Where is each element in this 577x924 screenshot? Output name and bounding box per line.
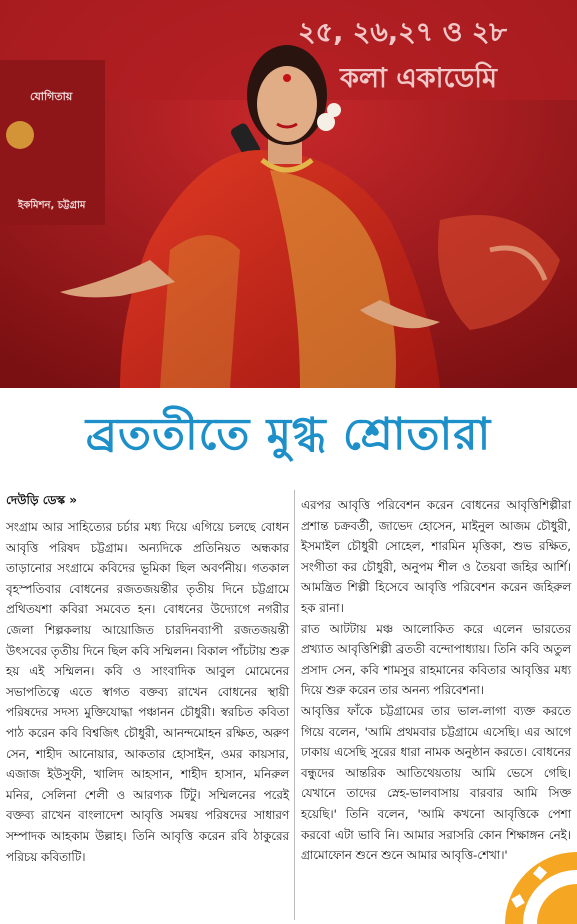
paragraph: রাত আটটায় মঞ্চ আলোকিত করে এলেন ভারতের প্রখ্যাত আবৃত্তিশিল্পী ব্রততী বন্দোপাধ্যায়। তিনি কবি অতুল প্রসাদ সেন, কবি শামসুর রাহমানের কবিতার আবৃত্তির মধ্য দিয়ে শুরু করেন তার অনন্য পরিবেশনা। <box>301 621 571 698</box>
article-photo <box>0 0 577 388</box>
banner-dates: ২৫, ২৬,২৭ ও ২৮ <box>298 17 507 48</box>
film-reel-decoration <box>487 834 577 924</box>
paragraph: সংগ্রাম আর সাহিত্যের চর্চার মধ্য দিয়ে এগিয়ে চলছে বোধন আবৃত্তি পরিষদ চট্টগ্রাম। অন্যদিকে প্রতিনিয়ত অন্ধকার তাড়ানোর সংগ্রামে কবিদের ভূমিকা ছিল অবর্ণনীয়। গতকাল বৃহস্পতিবার বোধনের রজতজয়ন্তীর তৃতীয় দিনে চট্টগ্রামে প্রথিতযশা কবিরা সমবেত হন। বোধনের উদ্যোগে নগরীর জেলা শিল্পকলায় আয়োজিত চারদিনব্যাপী রজতজয়ন্তী উৎসবের তৃতীয় দিনে ছিল কবি সম্মিলন। বিকাল পাঁচটায় শুরু হয় এই সম্মিলন। কবি ও সাংবাদিক আবুল মোমেনের সভাপতিত্বে এতে স্বাগত বক্তব্য রাখেন বোধনের স্থায়ী পরিষদের সদস্য মুক্তিযোদ্ধা পঞ্চানন চৌধুরী। স্বরচিত কবিতা পাঠ করেন কবি বিশ্বজিৎ চৌধুরী, আনন্দমোহন রক্ষিত, অরুণ সেন, শাহীদ আনোয়ার, আকতার হোসাইন, ওমর কায়সার, এজাজ ইউসুফী, খালিদ আহসান, শাহীদ হাসান, মনিরুল মনির, সেলিনা শেলী ও আরণ্যক টিটু। সম্মিলনের পরেই বক্তব্য রাখেন বাংলাদেশ আবৃত্তি সমন্বয় পরিষদের সাধারণ সম্পাদক আহকাম উল্লাহ। তিনি আবৃত্তি করেন রবি ঠাকুরের পরিচয় কবিতাটি। <box>6 520 289 864</box>
banner-venue: কলা একাডেমি <box>340 63 497 94</box>
article-headline: ব্রততীতে মুগ্ধ শ্রোতারা <box>85 409 492 460</box>
paragraph: এরপর আবৃত্তি পরিবেশন করেন বোধনের আবৃত্তিশিল্পীরা প্রশান্ত চক্রবর্তী, জাভেদ হোসেন, মাইনুল আজম চৌধুরী, ইসমাইল চৌধুরী সোহেল, শারমিন মৃত্তিকা, শুভ রক্ষিত, সংগীতা কর চৌধুরী, অনুপম শীল ও তৈয়বা জহির আর্শি। আমন্ত্রিত শিল্পী হিসেবে আবৃত্তি পরিবেশন করেন জহিরুল হক রানা। <box>301 498 571 615</box>
sign-top-text: যোগিতায় <box>30 90 73 103</box>
sign-bottom-text: ইকমিশন, চট্টগ্রাম <box>18 200 86 211</box>
article-column-right <box>301 495 571 866</box>
dateline: দেউড়ি ডেস্ক » <box>6 493 77 507</box>
article-column-left <box>6 517 289 867</box>
paragraph: আবৃত্তির ফাঁকে চট্টগ্রামের তার ভাল-লাগা ব্যক্ত করতে গিয়ে বলেন, 'আমি প্রথমবার চট্টগ্রামে এসেছি। এর আগে ঢাকায় এসেছি সুরের ধারা নামক অনুষ্ঠান করতে। বোধনের বন্ধুদের আন্তরিক আতিথেয়তায় আমি ভেসে গেছি। যেখানে তাদের স্নেহ-ভালবাসায় বারবার আমি সিক্ত হয়েছি।' তিনি বলেন, 'আমি কখনো আবৃত্তিকে পেশা করবো এটা ভাবি নি। আমার সরাসরি কোন শিক্ষাঙ্গন নেই। গ্রামোফোন শুনে শুনে আমার আবৃত্তি-শেখা।' <box>301 703 571 863</box>
column-divider <box>294 490 295 920</box>
emblem-icon <box>6 121 34 149</box>
